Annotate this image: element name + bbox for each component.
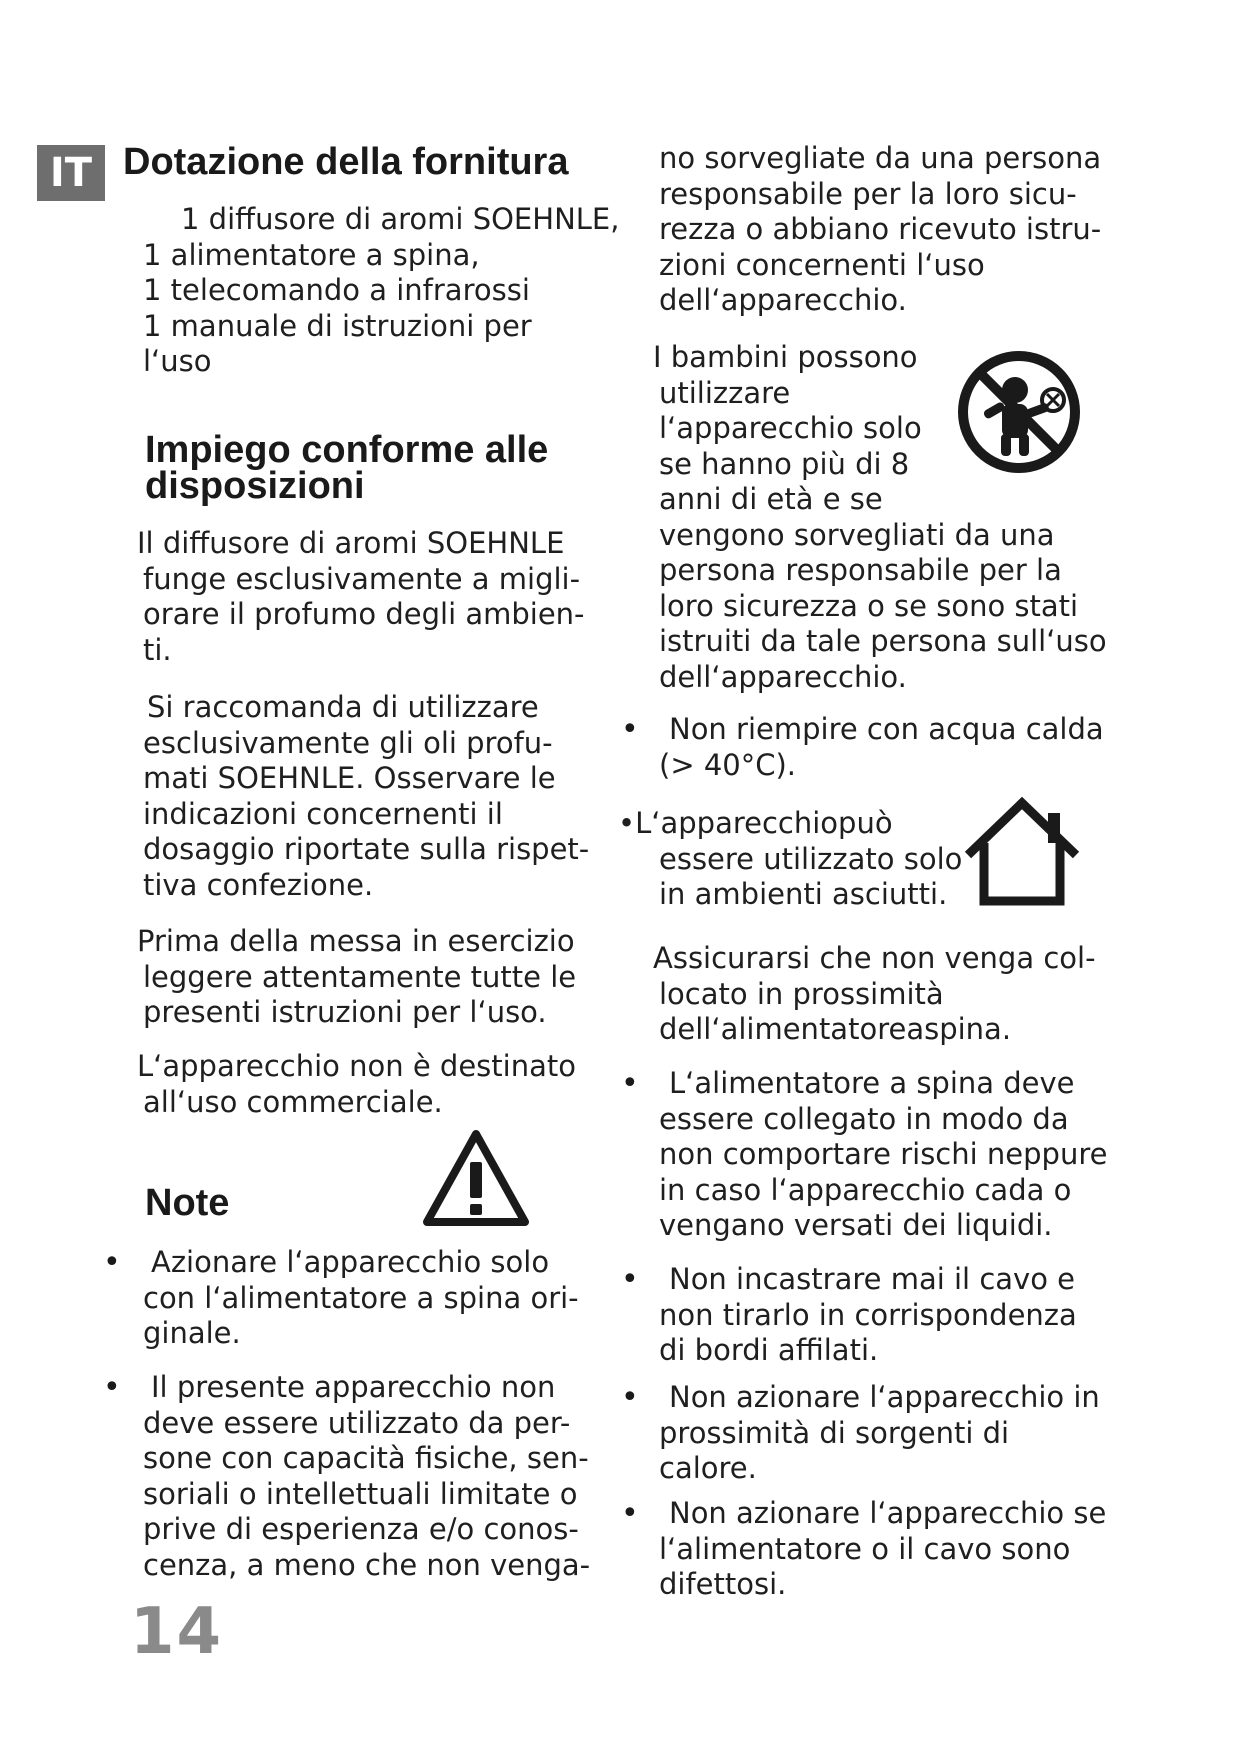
bullet-marker: • xyxy=(621,1380,639,1415)
paragraph-line: Prima della messa in esercizio xyxy=(137,924,575,958)
paragraph-line: vengono sorvegliati da una xyxy=(659,517,1055,552)
house-icon xyxy=(962,795,1084,909)
paragraph-line: difettosi. xyxy=(659,1567,787,1601)
supply-item: 1 manuale di istruzioni per xyxy=(143,308,532,343)
bullet-heat xyxy=(659,1380,1100,1487)
paragraph-line: Non azionare l‘apparecchio in xyxy=(669,1380,1100,1414)
heading-supply: Dotazione della fornitura xyxy=(123,141,569,183)
bullet-marker: • xyxy=(621,1066,639,1101)
bullet-hot-water xyxy=(659,712,1104,783)
page-number: 14 xyxy=(130,1595,224,1669)
supply-item: l‘uso xyxy=(143,344,212,378)
paragraph-line: cenza, a meno che non venga- xyxy=(143,1547,591,1582)
paragraph-line: zioni concernenti l‘uso xyxy=(659,247,985,282)
paragraph-line: indicazioni concernenti il xyxy=(143,796,503,831)
paragraph-line: Non azionare l‘apparecchio se xyxy=(669,1496,1107,1530)
notes-bullet-1 xyxy=(143,1245,579,1352)
paragraph-line: essere collegato in modo da xyxy=(659,1101,1069,1136)
paragraph-line: non tirarlo in corrispondenza xyxy=(659,1297,1077,1332)
paragraph-line: dosaggio riportate sulla rispet- xyxy=(143,832,590,866)
paragraph-line: mati SOEHNLE. Osservare le xyxy=(143,761,556,795)
bullet-adapter xyxy=(659,1066,1107,1244)
paragraph-line: L‘alimentatore a spina deve xyxy=(669,1066,1075,1100)
bullet-defect xyxy=(659,1496,1106,1603)
intended-use-paragraph-1 xyxy=(137,526,585,668)
paragraph-line: tiva confezione. xyxy=(143,867,374,902)
supply-item: 1 diffusore di aromi SOEHNLE, xyxy=(181,202,620,236)
paragraph-line: no sorvegliate da una persona xyxy=(659,141,1102,175)
paragraph-line: Azionare l‘apparecchio solo xyxy=(151,1245,550,1279)
paragraph-line: in ambienti asciutti. xyxy=(659,877,948,911)
intended-use-paragraph-4 xyxy=(137,1049,576,1120)
language-tab: IT xyxy=(37,145,105,201)
plug-paragraph xyxy=(653,941,1096,1048)
paragraph-line: utilizzare xyxy=(659,375,791,410)
paragraph-line: prive di esperienza e/o conos- xyxy=(143,1512,579,1546)
paragraph-line: presenti istruzioni per l‘uso. xyxy=(143,995,547,1029)
paragraph-line: prossimità di sorgenti di xyxy=(659,1415,1010,1450)
notes-bullet-2 xyxy=(143,1370,590,1583)
paragraph-line: essere utilizzato solo xyxy=(659,841,963,876)
paragraph-line: Si raccomanda di utilizzare xyxy=(147,690,539,724)
paragraph-line: istruiti da tale persona sull‘uso xyxy=(659,624,1107,658)
bullet-marker: • xyxy=(621,1262,639,1297)
paragraph-line: dell‘apparecchio. xyxy=(659,659,907,694)
bullet-cable xyxy=(659,1262,1077,1369)
paragraph-line: Il diffusore di aromi SOEHNLE xyxy=(137,526,565,560)
paragraph-line: all‘uso commerciale. xyxy=(143,1084,443,1119)
paragraph-line: funge esclusivamente a migli- xyxy=(143,561,581,596)
paragraph-line: (> 40°C). xyxy=(659,747,797,782)
supply-item: 1 telecomando a infrarossi xyxy=(143,273,530,307)
paragraph-line: l‘alimentatore o il cavo sono xyxy=(659,1531,1071,1566)
paragraph-line: con l‘alimentatore a spina ori- xyxy=(143,1280,579,1315)
paragraph-line: l‘apparecchio solo xyxy=(659,411,922,445)
paragraph-line: deve essere utilizzato da per- xyxy=(143,1405,571,1440)
paragraph-line: in caso l‘apparecchio cada o xyxy=(659,1172,1072,1207)
paragraph-line: ginale. xyxy=(143,1316,241,1350)
heading-line: Impiego conforme alle xyxy=(145,429,549,471)
bullet-marker: • xyxy=(621,712,639,747)
paragraph-line: Il presente apparecchio non xyxy=(151,1370,556,1404)
intended-use-paragraph-3 xyxy=(137,924,576,1031)
paragraph-line: I bambini possono xyxy=(653,340,918,374)
heading-intended-use xyxy=(145,429,549,507)
paragraph-line: loro sicurezza o se sono stati xyxy=(659,588,1079,623)
paragraph-line: sone con capacità fisiche, sen- xyxy=(143,1441,589,1475)
paragraph-line: dell‘apparecchio. xyxy=(659,283,907,317)
warning-triangle-icon xyxy=(421,1128,531,1228)
paragraph-line: responsabile per la loro sicu- xyxy=(659,176,1077,211)
bullet-dry-rooms xyxy=(618,806,962,913)
heading-line: disposizioni xyxy=(145,465,365,507)
supply-item: 1 alimentatore a spina, xyxy=(143,237,480,272)
paragraph-line: rezza o abbiano ricevuto istru- xyxy=(659,212,1102,246)
paragraph-line: soriali o intellettuali limitate o xyxy=(143,1476,578,1511)
paragraph-line: persona responsabile per la xyxy=(659,553,1062,587)
paragraph-line: ti. xyxy=(143,632,172,667)
supply-list xyxy=(143,202,619,380)
paragraph-line: leggere attentamente tutte le xyxy=(143,959,577,994)
bullet-marker: • xyxy=(621,1496,639,1531)
paragraph-line: di bordi affilati. xyxy=(659,1333,879,1367)
heading-notes: Note xyxy=(145,1182,230,1224)
paragraph-line: se hanno più di 8 xyxy=(659,446,910,481)
bullet-marker: • xyxy=(103,1370,121,1405)
intended-use-paragraph-2 xyxy=(143,690,589,903)
paragraph-line: locato in prossimità xyxy=(659,976,944,1011)
paragraph-line: esclusivamente gli oli profu- xyxy=(143,725,553,760)
children-paragraph xyxy=(653,340,1107,695)
paragraph-line: anni di età e se xyxy=(659,482,883,516)
continuation-paragraph xyxy=(659,141,1101,319)
paragraph-line: Non riempire con acqua calda xyxy=(669,712,1104,746)
paragraph-line: orare il profumo degli ambien- xyxy=(143,597,585,631)
paragraph-line: calore. xyxy=(659,1451,757,1485)
paragraph-line: •L‘apparecchiopuò xyxy=(618,806,893,840)
paragraph-line: Non incastrare mai il cavo e xyxy=(669,1262,1076,1296)
paragraph-line: L‘apparecchio non è destinato xyxy=(137,1049,576,1083)
paragraph-line: non comportare rischi neppure xyxy=(659,1137,1108,1171)
bullet-marker: • xyxy=(103,1245,121,1280)
paragraph-line: vengano versati dei liquidi. xyxy=(659,1208,1053,1242)
paragraph-line: dell‘alimentatoreaspina. xyxy=(659,1012,1012,1046)
paragraph-line: Assicurarsi che non venga col- xyxy=(653,941,1096,975)
